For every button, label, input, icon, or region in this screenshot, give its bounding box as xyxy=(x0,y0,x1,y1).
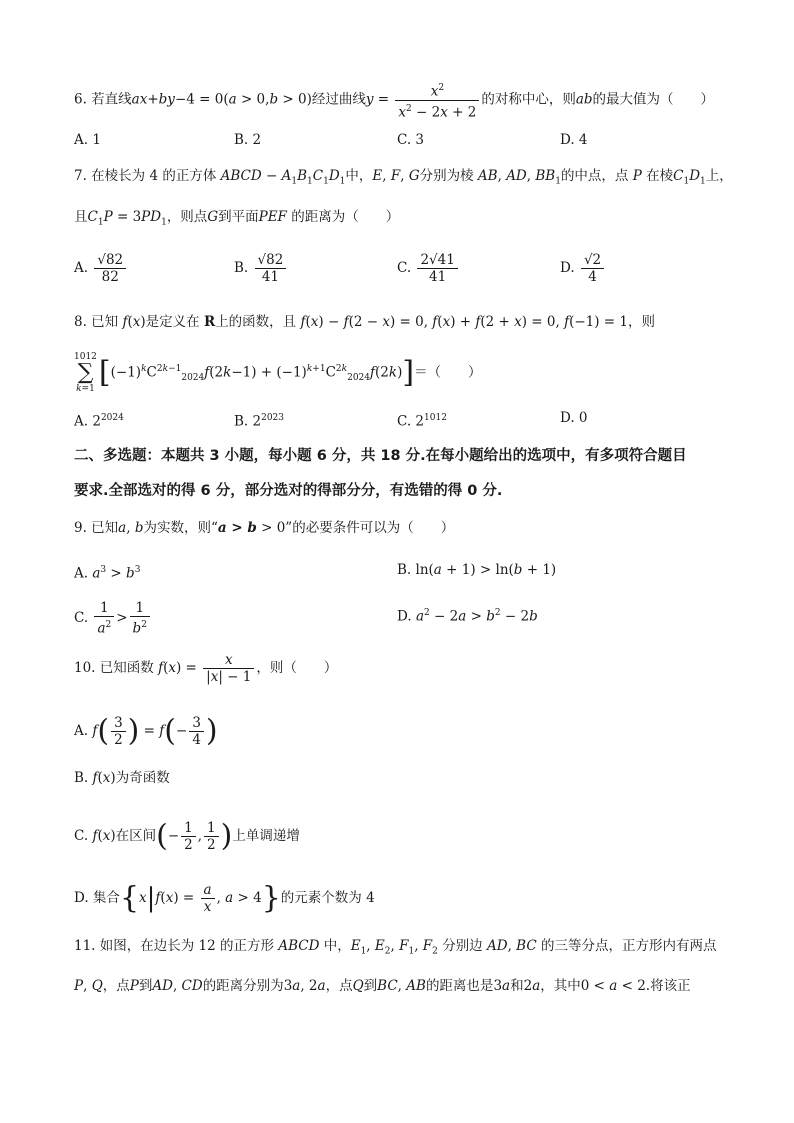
q8-option-b: B. $2^{2023}$ xyxy=(234,413,285,430)
q10-option-d: D. 集合{x|f(x) = $\frac{a}{x}$ , a > 4}的元素个数为 4 xyxy=(74,880,375,916)
question-7-stem-line1: 7. 在棱长为 4 的正方体 ABCD − $A_1B_1C_1D_1$中，E, F, G分别为棱 AB, AD, $BB_1$的中点，点 P 在棱$C_1D_1$上， xyxy=(74,168,733,187)
question-8-stem-line1: 8. 已知 f(x)是定义在 R上的函数，且 f(x) − f(2 − x) = 0, f(x) + f(2 + x) = 0, f(−1) = 1，则 xyxy=(74,314,655,330)
question-9-stem: 9. 已知a, b为实数，则“a > b > 0”的必要条件可以为（ ） xyxy=(74,520,455,536)
q6-option-a: A. 1 xyxy=(74,132,101,148)
q9-option-b: B. ln(a + 1) > ln(b + 1) xyxy=(397,562,557,578)
q9-option-a: A. $a^3 > b^3$ xyxy=(74,565,141,582)
q8-option-d: D. 0 xyxy=(560,410,588,426)
question-7-stem-line2: 且$C_1P = 3PD_1$，则点G到平面PEF 的距离为（ ） xyxy=(74,209,400,228)
question-10-stem: 10. 已知函数 f(x) = $\frac{x}{|x| - 1}$ ，则（ ） xyxy=(74,652,338,685)
q7-option-b: B. $\frac{√82}{41}$ xyxy=(234,252,288,285)
q9-option-d: D. $a^2 - 2a > b^2 - 2b$ xyxy=(397,608,538,625)
q10-option-b: B. f(x)为奇函数 xyxy=(74,770,170,786)
section-2-heading-line2: 要求.全部选对的得 6 分，部分选对的得部分分，有选错的得 0 分. xyxy=(74,483,503,499)
curve-fraction: $\frac{x^2}{x^2 - 2x + 2}$ xyxy=(395,80,479,120)
q10-option-c: C. f(x)在区间(− $\frac{1}{2}$ , $\frac{1}{2}$ )上单调递增 xyxy=(74,818,300,854)
question-8-stem-line2: 1012 ∑ k=1 $[(-1)^kC^{2k-1}_{2024}f(2k-1) + (-1)^{k+1}C^{2k}_{2024}f(2k)]=$（ ） xyxy=(74,352,482,394)
q8-option-a: A. $2^{2024}$ xyxy=(74,413,124,430)
q7-option-c: C. $\frac{2√41}{41}$ xyxy=(397,252,460,285)
section-2-heading-line1: 二、多选题：本题共 3 小题，每小题 6 分，共 18 分.在每小题给出的选项中，有多项符合题目 xyxy=(74,448,687,464)
q6-option-b: B. 2 xyxy=(234,132,262,148)
q10-option-a: A. f( $\frac{3}{2}$ ) = f(− $\frac{3}{4}$ ) xyxy=(74,713,218,749)
question-11-stem-line2: P, Q，点P到AD, CD的距离分别为3a, 2a，点Q到BC, AB的距离也是3a和2a，其中0 < a < 2.将该正 xyxy=(74,978,691,994)
summation: 1012 ∑ k=1 xyxy=(74,352,97,394)
question-11-stem-line1: 11. 如图，在边长为 12 的正方形 ABCD 中，$E_1$, $E_2$, $F_1$, $F_2$ 分别边 AD, BC 的三等分点，正方形内有两点 xyxy=(74,938,717,957)
q6-option-d: D. 4 xyxy=(560,132,588,148)
q6-option-c: C. 3 xyxy=(397,132,425,148)
math-line: ax xyxy=(131,91,148,108)
q7-option-a: A. $\frac{√82}{82}$ xyxy=(74,252,128,285)
question-6-stem: 6. 若直线ax+by−4 = 0(a > 0,b > 0)经过曲线y = $\frac{x^2}{x^2 - 2x + 2}$ 的对称中心，则ab的最大值为（ ） xyxy=(74,80,734,120)
q9-option-c: C. $\frac{1}{a^2}$ > $\frac{1}{b^2}$ xyxy=(74,600,152,637)
q7-option-d: D. $\frac{√2}{4}$ xyxy=(560,252,606,285)
q8-option-c: C. $2^{1012}$ xyxy=(397,413,447,430)
